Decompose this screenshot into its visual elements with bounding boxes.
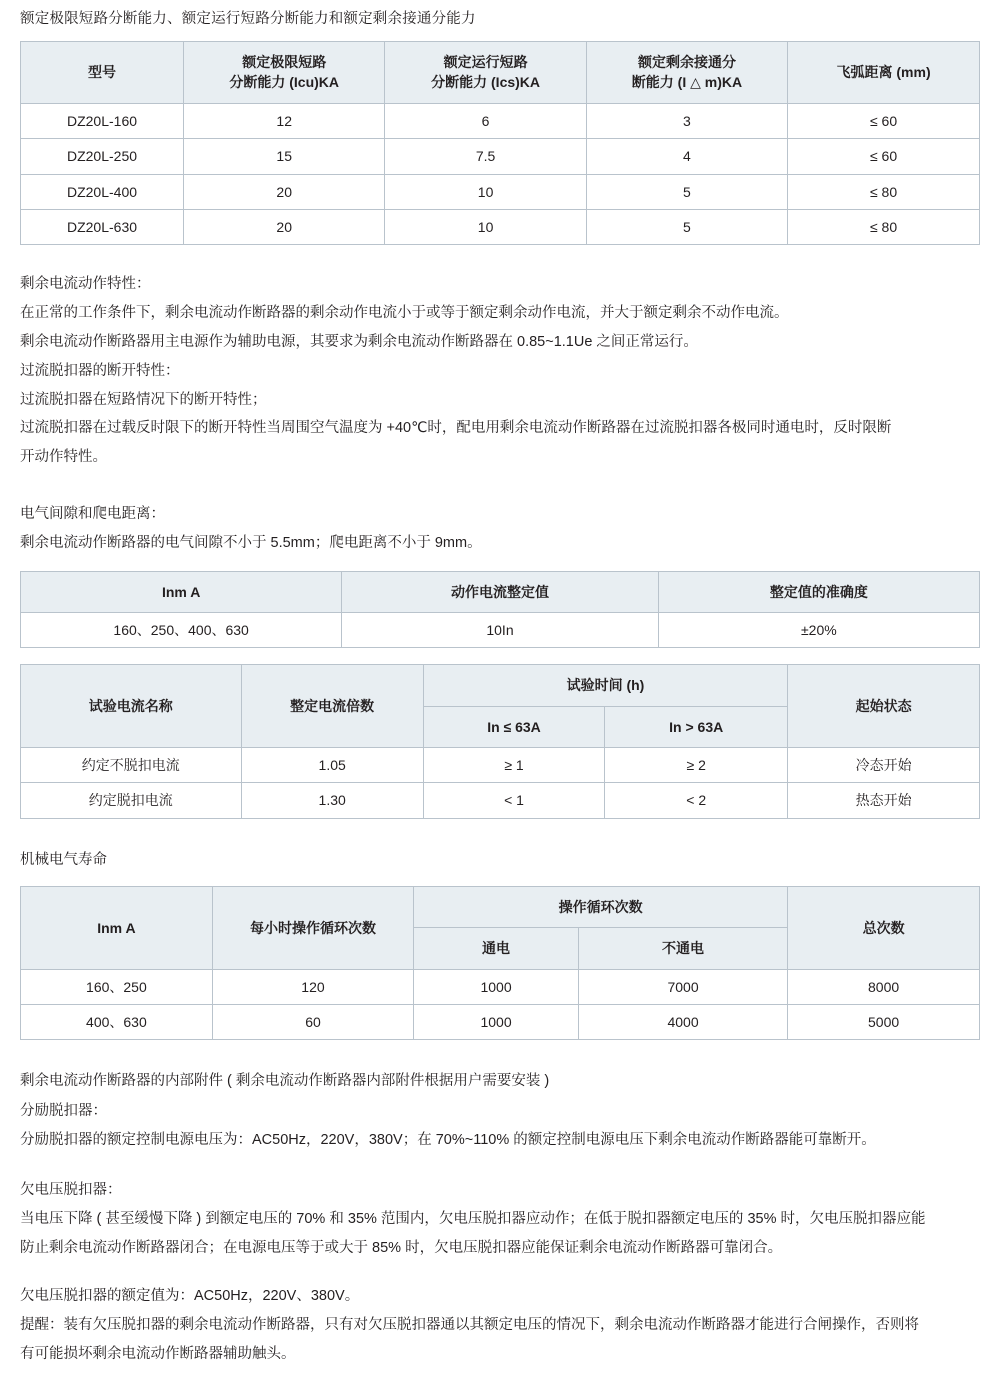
shunt-release-title: 分励脱扣器： bbox=[20, 1102, 107, 1119]
overcurrent-line-2: 过流脱扣器在过载反时限下的断开特性当周围空气温度为 +40℃时，配电用剩余电流动作断路器在过流脱扣器各极同时通电时，反时限断 bbox=[20, 420, 892, 437]
cell-energized: 1000 bbox=[414, 969, 579, 1004]
col-header-time-le63: In ≤ 63A bbox=[423, 706, 604, 747]
col-header-test-time: 试验时间 (h) bbox=[423, 665, 787, 706]
cell-arc: ≤ 60 bbox=[788, 139, 980, 174]
undervoltage-title: 欠电压脱扣器： bbox=[20, 1181, 122, 1198]
cell-time-gt63: ≥ 2 bbox=[605, 747, 788, 782]
cell-idm: 5 bbox=[586, 209, 787, 244]
cell-test-name: 约定不脱扣电流 bbox=[21, 747, 242, 782]
accessories-title: 剩余电流动作断路器的内部附件 ( 剩余电流动作断路器内部附件根据用户需要安装 ) bbox=[20, 1073, 550, 1090]
cell-model: DZ20L-160 bbox=[21, 103, 184, 138]
table-body bbox=[21, 612, 980, 647]
cell-idm: 4 bbox=[586, 139, 787, 174]
cell-per-hour: 120 bbox=[212, 969, 413, 1004]
cell-arc: ≤ 80 bbox=[788, 174, 980, 209]
cell-ics: 6 bbox=[385, 103, 586, 138]
table-header-row bbox=[21, 42, 980, 104]
cell-ics: 10 bbox=[385, 209, 586, 244]
col-header-current-multiple: 整定电流倍数 bbox=[241, 665, 423, 748]
table-header bbox=[21, 886, 980, 969]
table-header-row bbox=[21, 571, 980, 612]
col-header-accuracy: 整定值的准确度 bbox=[658, 571, 979, 612]
cell-inm: 160、250 bbox=[21, 969, 213, 1004]
cell-icu: 15 bbox=[184, 139, 385, 174]
undervoltage-line-1: 当电压下降 ( 甚至缓慢下降 ) 到额定电压的 70% 和 35% 范围内，欠电压脱扣器应动作；在低于脱扣器额定电压的 35% 时，欠电压脱扣器应能 bbox=[20, 1210, 926, 1227]
table-header-row bbox=[21, 886, 980, 927]
cell-setting-value: 10In bbox=[342, 612, 658, 647]
clearance-title: 电气间隙和爬电距离： bbox=[20, 506, 165, 523]
undervoltage-section bbox=[20, 1177, 980, 1261]
residual-line-1: 在正常的工作条件下，剩余电流动作断路器的剩余动作电流小于或等于额定剩余动作电流，并大于额定剩余不动作电流。 bbox=[20, 305, 789, 322]
cell-accuracy: ±20% bbox=[658, 612, 979, 647]
test-table-wrapper bbox=[20, 664, 980, 818]
col-header-start-state: 起始状态 bbox=[788, 665, 980, 748]
table-header bbox=[21, 665, 980, 748]
col-header-total-cycles: 总次数 bbox=[788, 886, 980, 969]
col-header-time-gt63: In > 63A bbox=[605, 706, 788, 747]
overcurrent-title: 过流脱扣器的断开特性： bbox=[20, 362, 180, 379]
table-row bbox=[21, 783, 980, 818]
col-header-energized: 通电 bbox=[414, 928, 579, 969]
col-header-cycles-per-hour: 每小时操作循环次数 bbox=[212, 886, 413, 969]
cell-total: 8000 bbox=[788, 969, 980, 1004]
table-body bbox=[21, 103, 980, 245]
cell-deenergized: 4000 bbox=[578, 1004, 787, 1039]
table-row bbox=[21, 103, 980, 138]
cell-total: 5000 bbox=[788, 1004, 980, 1039]
cell-time-le63: ≥ 1 bbox=[423, 747, 604, 782]
col-header-idm: 额定剩余接通分 断能力 (I △ m)KA bbox=[586, 42, 787, 104]
col-header-model: 型号 bbox=[21, 42, 184, 104]
residual-line-2: 剩余电流动作断路器用主电源作为辅助电源，其要求为剩余电流动作断路器在 0.85~1.1Ue 之间正常运行。 bbox=[20, 333, 698, 350]
cell-start-state: 冷态开始 bbox=[788, 747, 980, 782]
cell-test-name: 约定脱扣电流 bbox=[21, 783, 242, 818]
table-header bbox=[21, 571, 980, 612]
col-header-inm: Inm A bbox=[21, 571, 342, 612]
shunt-release-line: 分励脱扣器的额定控制电源电压为：AC50Hz，220V，380V；在 70%~110% 的额定控制电源电压下剩余电流动作断路器能可靠断开。 bbox=[20, 1132, 876, 1149]
clearance-line: 剩余电流动作断路器的电气间隙不小于 5.5mm；爬电距离不小于 9mm。 bbox=[20, 534, 482, 551]
overcurrent-line-3: 开动作特性。 bbox=[20, 449, 107, 466]
cell-ics: 10 bbox=[385, 174, 586, 209]
mechanical-life-table bbox=[20, 886, 980, 1040]
cell-deenergized: 7000 bbox=[578, 969, 787, 1004]
cell-multiple: 1.05 bbox=[241, 747, 423, 782]
table-row bbox=[21, 747, 980, 782]
cell-arc: ≤ 60 bbox=[788, 103, 980, 138]
cell-model: DZ20L-400 bbox=[21, 174, 184, 209]
table-row bbox=[21, 174, 980, 209]
col-header-test-name: 试验电流名称 bbox=[21, 665, 242, 748]
col-header-ics: 额定运行短路 分断能力 (Ics)KA bbox=[385, 42, 586, 104]
cell-icu: 20 bbox=[184, 209, 385, 244]
residual-title: 剩余电流动作特性： bbox=[20, 276, 151, 293]
cell-start-state: 热态开始 bbox=[788, 783, 980, 818]
undervoltage-rating-section bbox=[20, 1283, 980, 1367]
cell-icu: 20 bbox=[184, 174, 385, 209]
reminder-line-2: 有可能损坏剩余电流动作断路器辅助触头。 bbox=[20, 1345, 296, 1362]
cell-multiple: 1.30 bbox=[241, 783, 423, 818]
table-body bbox=[21, 747, 980, 818]
table-header-row bbox=[21, 665, 980, 706]
page-title: 额定极限短路分断能力、额定运行短路分断能力和额定剩余接通分能力 bbox=[20, 11, 476, 27]
undervoltage-rating-line: 欠电压脱扣器的额定值为：AC50Hz，220V、380V。 bbox=[20, 1288, 360, 1305]
col-header-deenergized: 不通电 bbox=[578, 928, 787, 969]
overcurrent-line-1: 过流脱扣器在短路情况下的断开特性； bbox=[20, 391, 267, 408]
cell-model: DZ20L-250 bbox=[21, 139, 184, 174]
cell-inm: 400、630 bbox=[21, 1004, 213, 1039]
table-row bbox=[21, 139, 980, 174]
inm-table-wrapper bbox=[20, 571, 980, 649]
table-row bbox=[21, 209, 980, 244]
cell-model: DZ20L-630 bbox=[21, 209, 184, 244]
undervoltage-line-2: 防止剩余电流动作断路器闭合；在电源电压等于或大于 85% 时，欠电压脱扣器应能保证剩余电流动作断路器可靠闭合。 bbox=[20, 1239, 783, 1256]
cell-idm: 5 bbox=[586, 174, 787, 209]
cell-time-le63: < 1 bbox=[423, 783, 604, 818]
cell-arc: ≤ 80 bbox=[788, 209, 980, 244]
clearance-section bbox=[20, 501, 980, 557]
cell-inm: 160、250、400、630 bbox=[21, 612, 342, 647]
mechanical-life-title: 机械电气寿命 bbox=[20, 851, 107, 868]
residual-characteristics-section bbox=[20, 271, 980, 471]
cell-idm: 3 bbox=[586, 103, 787, 138]
life-table-wrapper bbox=[20, 886, 980, 1040]
table-body bbox=[21, 969, 980, 1040]
cell-time-gt63: < 2 bbox=[605, 783, 788, 818]
col-header-setting-value: 动作电流整定值 bbox=[342, 571, 658, 612]
table-row bbox=[21, 969, 980, 1004]
breaking-capacity-table bbox=[20, 41, 980, 245]
cell-per-hour: 60 bbox=[212, 1004, 413, 1039]
cell-energized: 1000 bbox=[414, 1004, 579, 1039]
table-header bbox=[21, 42, 980, 104]
inm-setting-table bbox=[20, 571, 980, 649]
table-row bbox=[21, 1004, 980, 1039]
col-header-arc-distance: 飞弧距离 (mm) bbox=[788, 42, 980, 104]
test-current-table bbox=[20, 664, 980, 818]
col-header-icu: 额定极限短路 分断能力 (Icu)KA bbox=[184, 42, 385, 104]
table-row bbox=[21, 612, 980, 647]
col-header-inm: Inm A bbox=[21, 886, 213, 969]
cell-ics: 7.5 bbox=[385, 139, 586, 174]
accessories-section bbox=[20, 1068, 980, 1155]
reminder-line-1: 提醒：装有欠压脱扣器的剩余电流动作断路器，只有对欠压脱扣器通以其额定电压的情况下，剩余电流动作断路器才能进行合闸操作，否则将 bbox=[20, 1317, 919, 1334]
col-header-operation-cycles: 操作循环次数 bbox=[414, 886, 788, 927]
cell-icu: 12 bbox=[184, 103, 385, 138]
